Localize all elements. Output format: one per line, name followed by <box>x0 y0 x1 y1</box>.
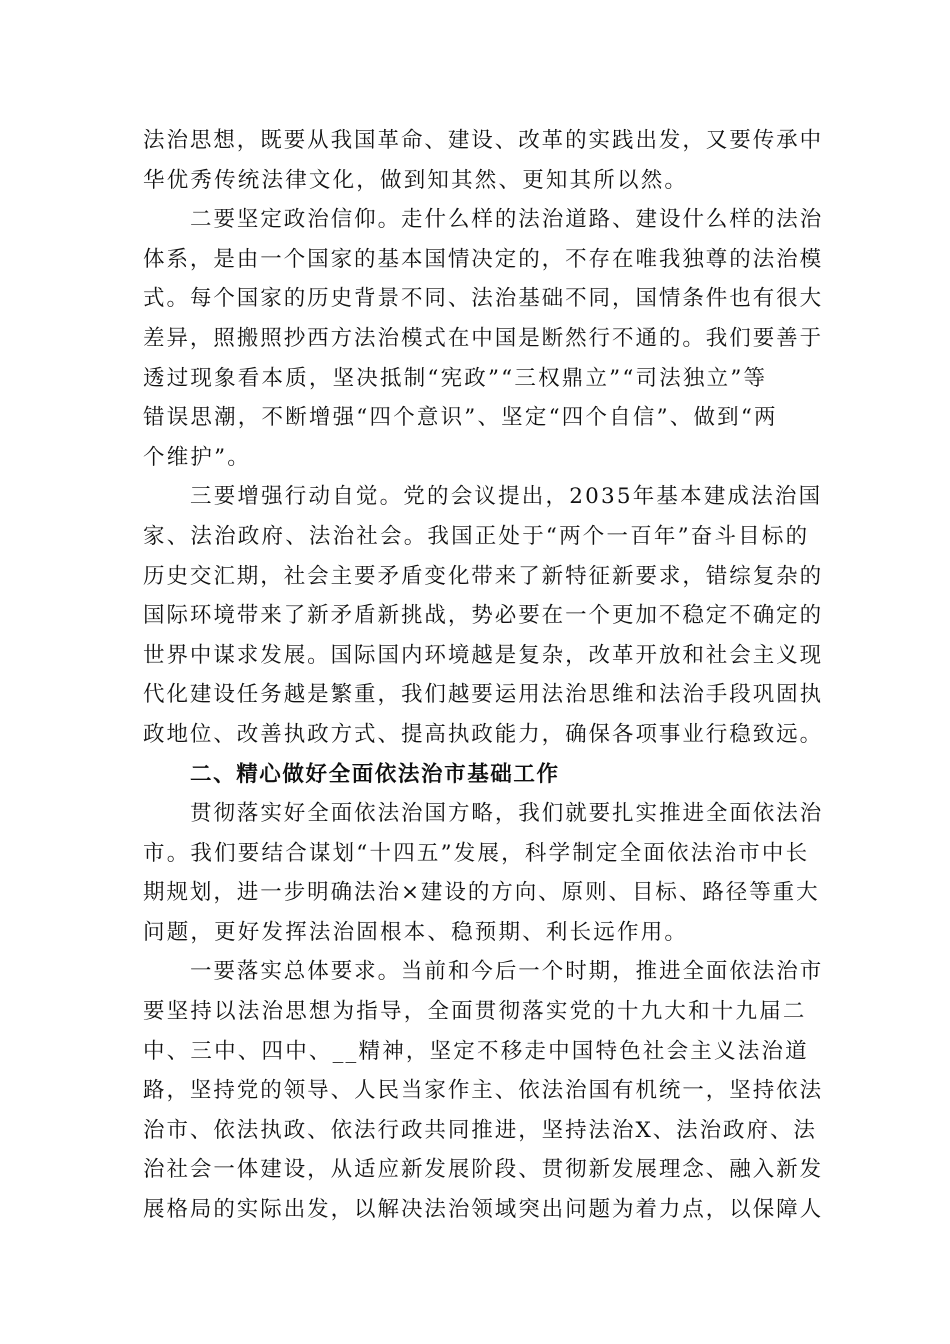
text-line: 治社会一体建设，从适应新发展阶段、贯彻新发展理念、融入新发 <box>143 1157 824 1183</box>
paragraph-first-line: 贯彻落实好全面依法治国方略，我们就要扎实推进全面依法治 <box>190 801 824 827</box>
text-line: 国际环境带来了新矛盾新挑战，势必要在一个更加不稳定不确定的 <box>143 603 824 629</box>
text-line: 华优秀传统法律文化，做到知其然、更知其所以然。 <box>143 167 689 193</box>
text-line: 问题，更好发挥法治固根本、稳预期、利长远作用。 <box>143 919 689 945</box>
text-line: 要坚持以法治思想为指导，全面贯彻落实党的十九大和十九届二 <box>143 999 807 1025</box>
text-line: 透过现象看本质，坚决抵制“宪政”“三权鼎立”“司法独立”等 <box>143 365 768 391</box>
text-line: 法治思想，既要从我国革命、建设、改革的实践出发，又要传承中 <box>143 128 824 153</box>
text-line: 历史交汇期，社会主要矛盾变化带来了新特征新要求，错综复杂的 <box>143 563 824 589</box>
text-line: 体系，是由一个国家的基本国情决定的，不存在唯我独尊的法治模 <box>143 246 824 272</box>
text-line: 代化建设任务越是繁重，我们越要运用法治思维和法治手段巩固执 <box>143 682 824 708</box>
section-heading: 二、精心做好全面依法治市基础工作 <box>190 761 560 787</box>
text-line: 式。每个国家的历史背景不同、法治基础不同，国情条件也有很大 <box>143 286 824 312</box>
text-line: 个维护”。 <box>143 444 251 470</box>
text-line: 差异，照搬照抄西方法治模式在中国是断然行不通的。我们要善于 <box>143 325 824 351</box>
text-line: 展格局的实际出发，以解决法治领域突出问题为着力点，以保障人 <box>143 1197 824 1223</box>
paragraph-first-line: 二要坚定政治信仰。走什么样的法治道路、建设什么样的法治 <box>190 207 824 233</box>
text-line: 路，坚持党的领导、人民当家作主、依法治国有机统一，坚持依法 <box>143 1078 824 1104</box>
text-line: 世界中谋求发展。国际国内环境越是复杂，改革开放和社会主义现 <box>143 642 824 668</box>
text-line: 市。我们要结合谋划“十四五”发展，科学制定全面依法治市中长 <box>143 840 810 866</box>
paragraph-first-line: 三要增强行动自觉。党的会议提出，2035年基本建成法治国 <box>190 484 823 510</box>
text-line: 政地位、改善执政方式、提高执政能力，确保各项事业行稳致远。 <box>143 721 824 747</box>
text-line: 家、法治政府、法治社会。我国正处于“两个一百年”奋斗目标的 <box>143 523 810 549</box>
text-line: 期规划，进一步明确法治×建设的方向、原则、目标、路径等重大 <box>143 880 820 906</box>
document-body <box>143 121 823 1230</box>
paragraph-first-line: 一要落实总体要求。当前和今后一个时期，推进全面依法治市 <box>190 959 824 985</box>
text-line: 中、三中、四中、__精神，坚定不移走中国特色社会主义法治道 <box>143 1038 809 1064</box>
text-line: 治市、依法执政、依法行政共同推进，坚持法治X、法治政府、法 <box>143 1117 817 1143</box>
text-line: 错误思潮，不断增强“四个意识”、坚定“四个自信”、做到“两 <box>143 405 778 431</box>
